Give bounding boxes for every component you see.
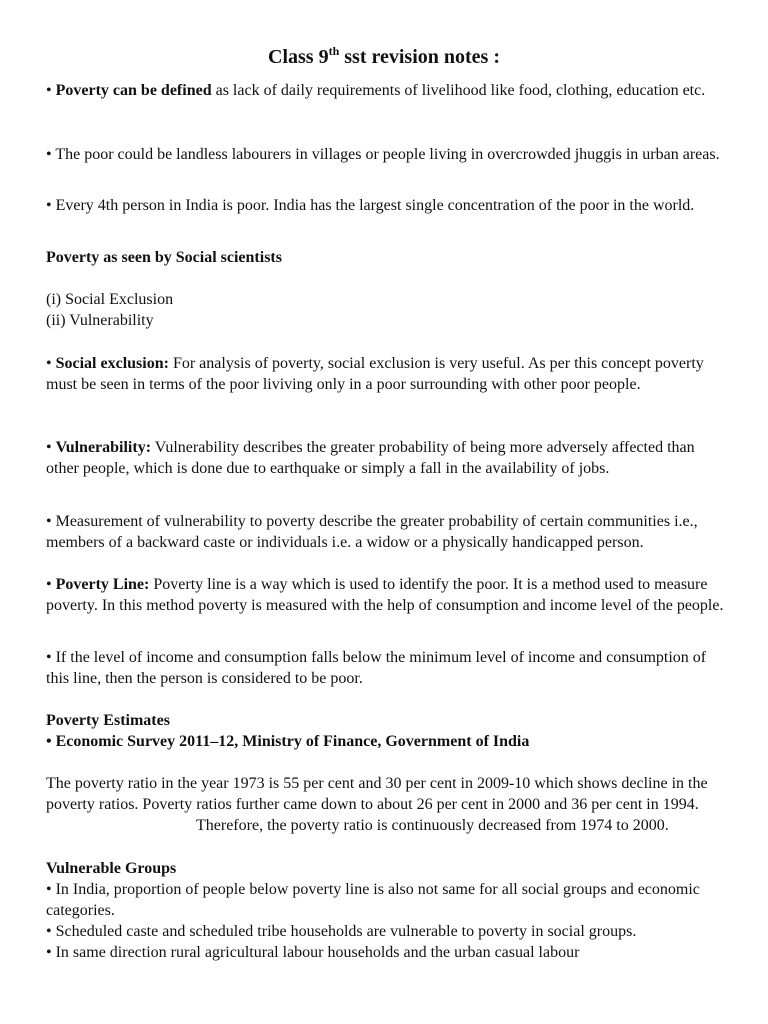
heading-poverty-estimates: Poverty Estimates [46,712,170,729]
page-title [0,44,768,70]
bullet: • [46,439,56,456]
paragraph-groups-3: • In same direction rural agricultural labour households and the urban casual labour [46,944,580,961]
heading-vulnerable-groups: Vulnerable Groups [46,860,177,877]
term-poverty-line: Poverty Line: [55,576,150,593]
title-superscript: th [328,44,340,58]
paragraph-poverty-line [46,574,726,616]
term-vulnerability: Vulnerability: [55,439,152,456]
paragraph-poverty-ratio [46,773,726,836]
paragraph-measurement: • Measurement of vulnerability to poverty describe the greater probability of certain communities i.e., members of a backward caste or individuals i.e. a widow or a physically handicapped person. [46,513,698,551]
poverty-line-text: Poverty line is a way which is used to identify the poor. It is a method used to measure poverty. In this method poverty is measured with the help of consumption and income level of the people. [46,576,724,614]
heading-economic-survey: • Economic Survey 2011–12, Ministry of Finance, Government of India [46,733,530,750]
term-poverty-defined: Poverty can be defined [55,82,212,99]
definition-text: as lack of daily requirements of livelihood like food, clothing, education etc. [211,82,706,99]
title-main: Class 9 [268,46,329,68]
vulnerability-text: Vulnerability describes the greater probability of being more adversely affected than other people, which is done due to earthquake or simply a fall in the availability of jobs. [46,439,695,477]
list-item-social-exclusion: (i) Social Exclusion [46,291,174,308]
bullet: • [46,82,56,99]
poverty-ratio-text: The poverty ratio in the year 1973 is 55 per cent and 30 per cent in 2009-10 which shows decline in the poverty ratios. Poverty ratios further came down to about 26 per cent in 2000 and 36 per cent in 1994. [46,775,708,813]
term-social-exclusion: Social exclusion: [55,355,169,372]
bullet: • [46,576,56,593]
paragraph-groups-2: • Scheduled caste and scheduled tribe households are vulnerable to poverty in social groups. [46,923,637,940]
paragraph-poverty-definition [46,80,726,101]
paragraph-groups-1: • In India, proportion of people below poverty line is also not same for all social groups and economic categories. [46,881,700,919]
bullet: • [46,355,56,372]
paragraph-poor: • The poor could be landless labourers in villages or people living in overcrowded jhuggis in urban areas. [46,146,720,163]
heading-social-scientists: Poverty as seen by Social scientists [46,249,282,266]
paragraph-vulnerability [46,437,726,479]
poverty-ratio-conclusion: Therefore, the poverty ratio is continuously decreased from 1974 to 2000. [196,817,669,834]
social-exclusion-text: For analysis of poverty, social exclusion is very useful. As per this concept poverty must be seen in terms of the poor liviving only in a poor surrounding with other poor people. [46,355,704,393]
title-rest: sst revision notes : [339,46,500,68]
paragraph-every-4th: • Every 4th person in India is poor. India has the largest single concentration of the poor in the world. [46,197,695,214]
list-item-vulnerability: (ii) Vulnerability [46,312,154,329]
paragraph-if-level: • If the level of income and consumption falls below the minimum level of income and consumption of this line, then the person is considered to be poor. [46,649,707,687]
paragraph-social-exclusion [46,353,726,395]
